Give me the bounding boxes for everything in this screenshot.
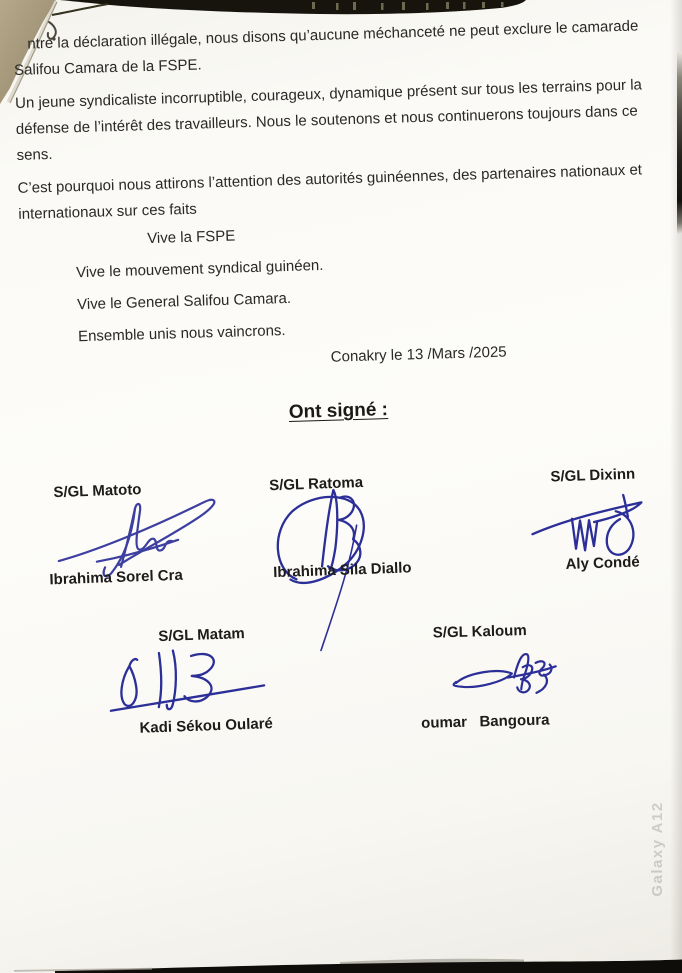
signatory-name: Ibrahima Sila Diallo — [272, 559, 412, 582]
signature-section-label: S/GL Dixinn — [550, 465, 636, 486]
text-line: Un jeune syndicaliste incorruptible, courageux, dynamique présent sur tous les terrains pour la — [14, 76, 643, 112]
signature-section-label: S/GL Matoto — [53, 481, 142, 502]
dateline: Conakry le 13 /Mars /2025 — [330, 343, 507, 366]
signature-block-kaloum — [410, 616, 573, 740]
signatory-name: Aly Condé — [565, 553, 640, 574]
paragraph — [15, 72, 665, 169]
slogan-line: Ensemble unis nous vaincrons. — [77, 322, 286, 346]
slogan-line: Vive la FSPE — [146, 227, 236, 248]
bottom-edge-strip — [0, 953, 682, 973]
signatory-name: Kadi Sékou Oularé — [139, 715, 274, 737]
signature-heading-text: Ont signé : — [288, 399, 389, 423]
signature-section-label: S/GL Kaloum — [432, 622, 527, 642]
text-line: défense de l’intérêt des travailleurs. Nous le soutenons et nous continuerons toujours dans ce — [15, 102, 638, 138]
camera-watermark: Galaxy A12 — [649, 801, 666, 897]
signature-kaloum — [447, 646, 560, 707]
signature-block-matam — [98, 619, 282, 747]
signatory-name: oumar Bangoura — [420, 711, 550, 732]
signatory-name: Ibrahima Sorel Cra — [49, 566, 184, 589]
text-line: internationaux sur ces faits — [18, 200, 198, 223]
signature-block-dixinn — [518, 459, 672, 579]
text-line: sens. — [16, 145, 53, 164]
torn-paper-strip — [50, 0, 530, 17]
slogan-list — [19, 211, 670, 352]
slogan-line: Vive le General Salifou Camara. — [76, 289, 292, 314]
paragraph — [13, 13, 662, 84]
signature-section-label: S/GL Matam — [158, 625, 246, 646]
text-line: ntre la déclaration illégale, nous disons qu’aucune méchanceté ne peut exclure le camarade — [27, 17, 639, 53]
text-line: Salifou Camara de la FSPE. — [13, 56, 202, 79]
letter-body — [13, 13, 673, 434]
slogan-line: Vive le mouvement syndical guinéen. — [75, 256, 324, 282]
signature-section-label: S/GL Ratoma — [268, 473, 364, 495]
signature-matam — [107, 643, 271, 721]
text-line: C’est pourquoi nous attirons l’attention des autorités guinéennes, des partenaires nationaux et — [17, 161, 643, 197]
signature-heading — [14, 389, 662, 434]
right-edge-dark-strip — [677, 52, 682, 234]
signature-block-ratoma — [257, 467, 414, 662]
signature-block-matoto — [38, 472, 252, 599]
